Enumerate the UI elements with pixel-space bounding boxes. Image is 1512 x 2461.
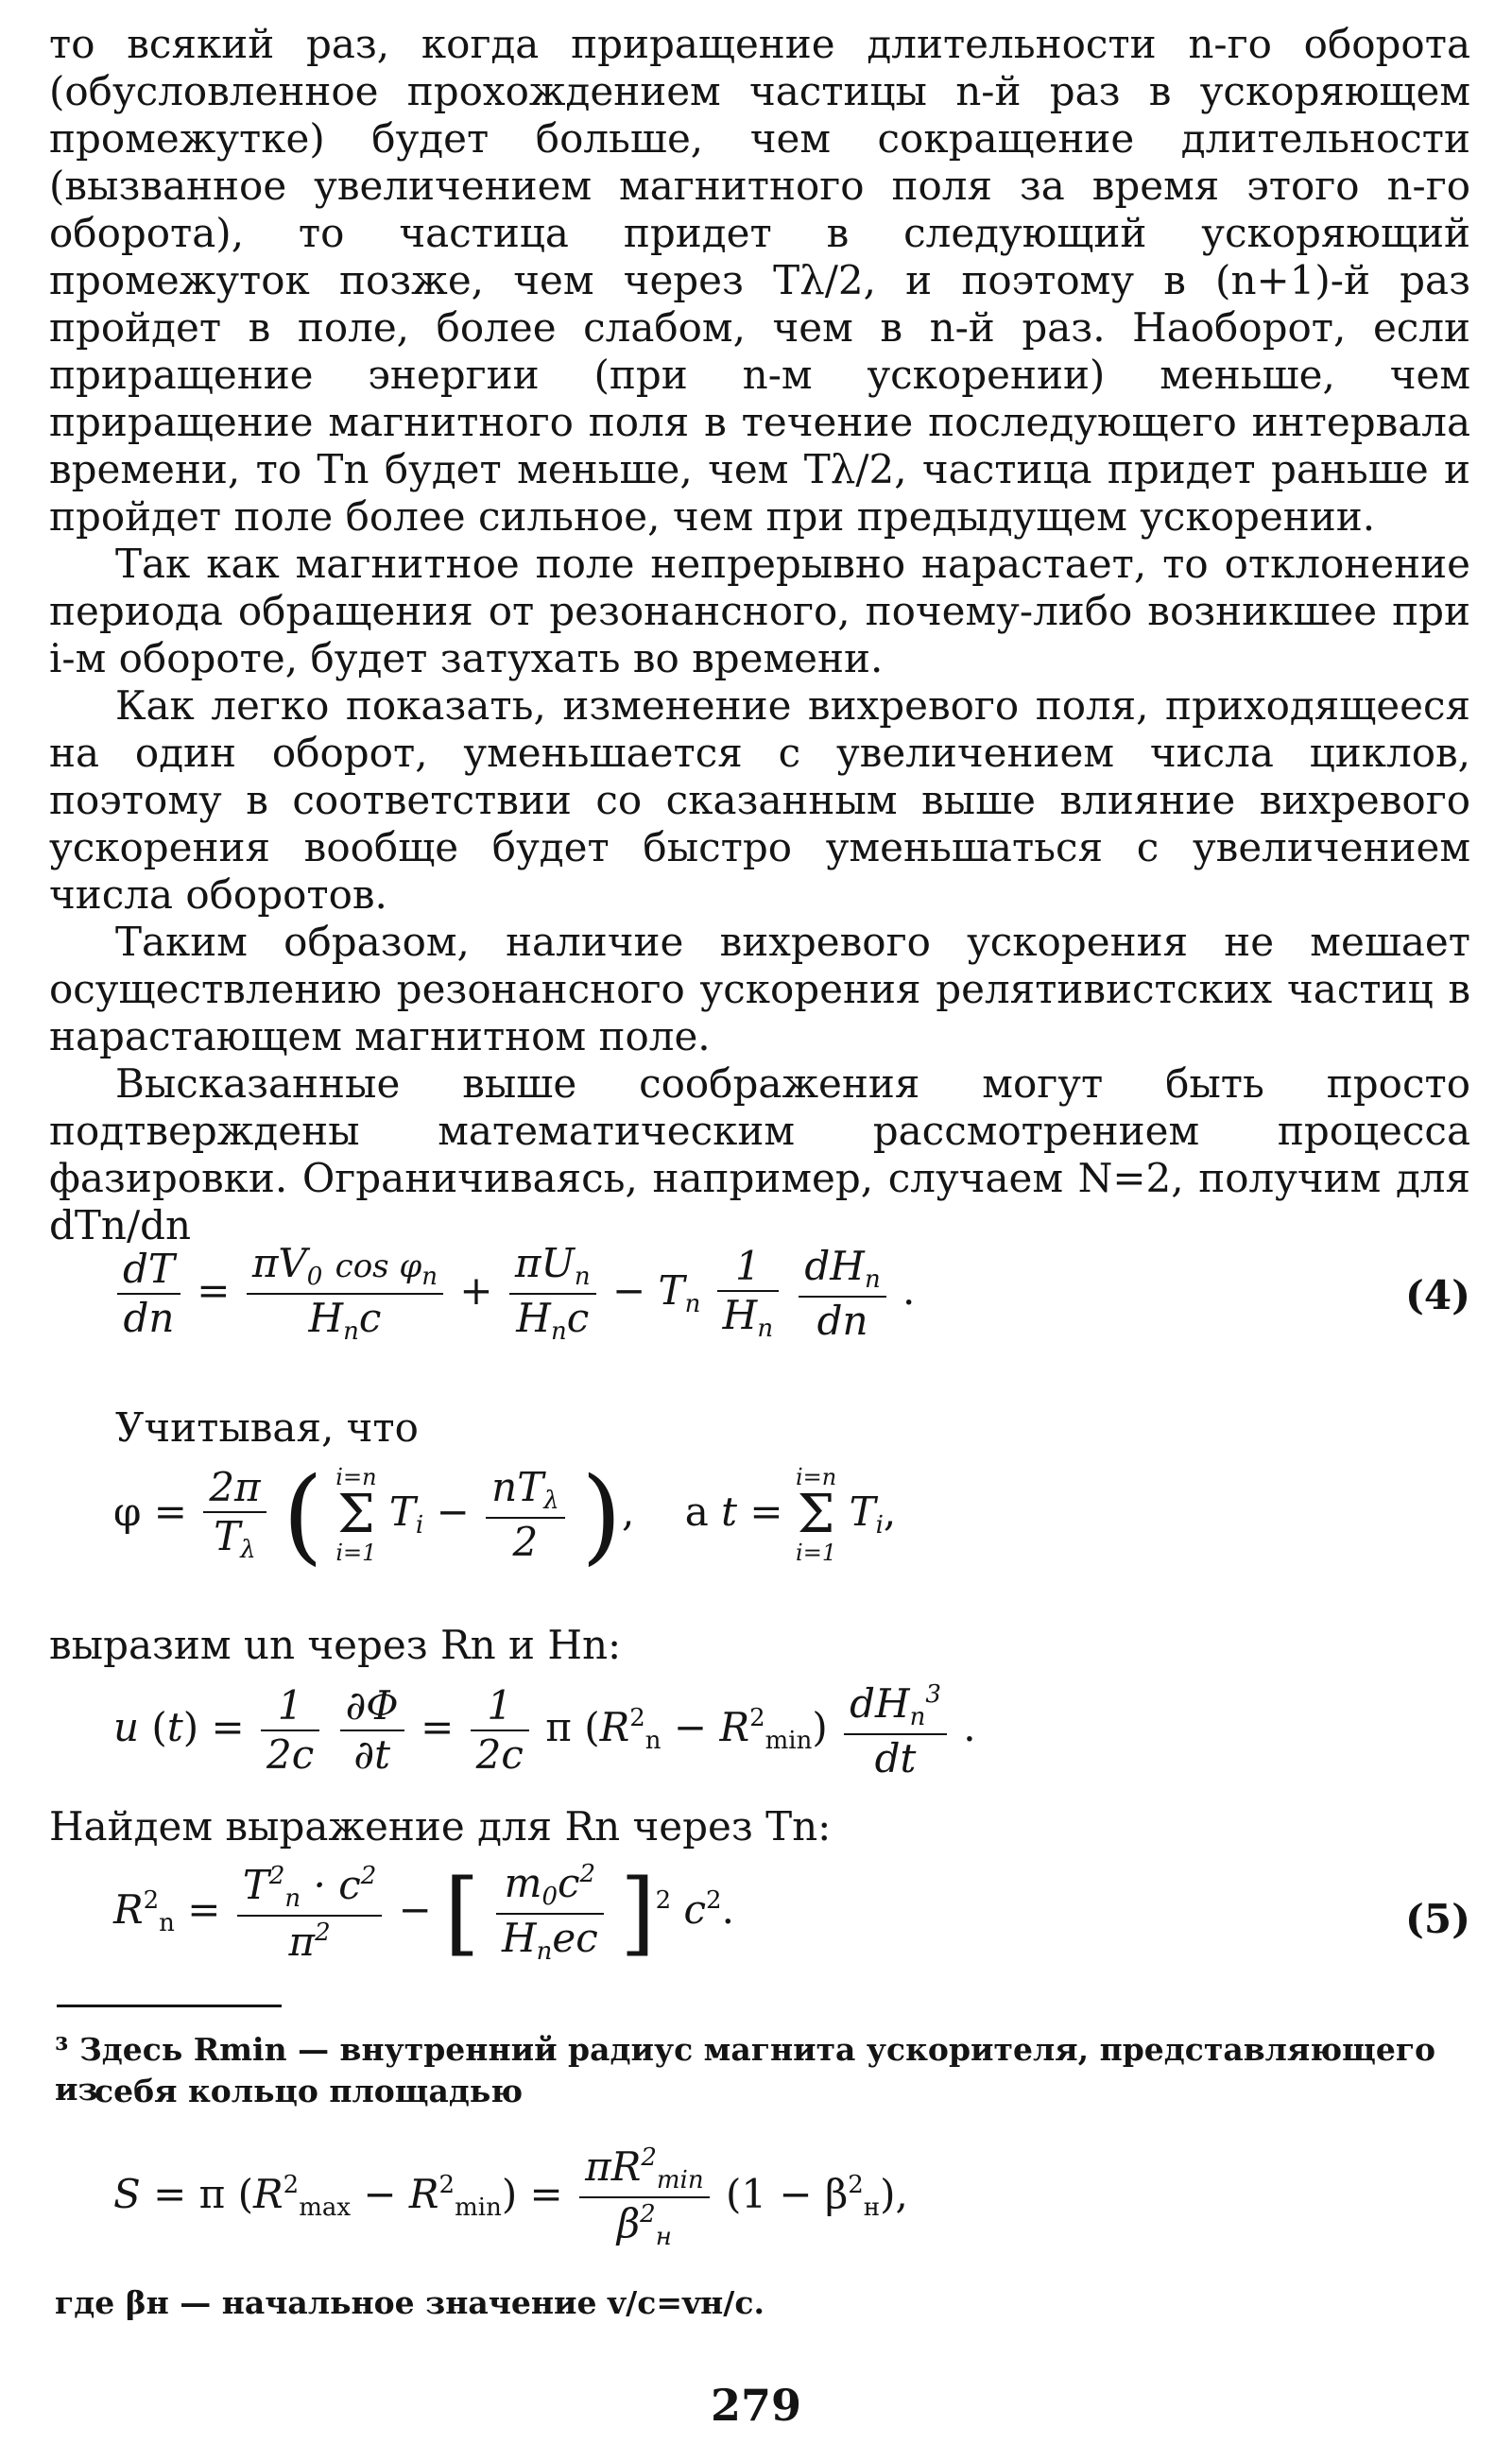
express-u-line xyxy=(49,1622,621,1669)
footnote-line-1: ³ Здесь Rmin — внутренний радиус магнита ускорителя, представляющего из xyxy=(55,2031,1436,2108)
footnote-rule xyxy=(57,2005,282,2007)
paragraph-1-text: то всякий раз, когда приращение длительности n-го оборота (обусловленное прохождением частицы n-й раз в ускоряющем промежутке) будет больше, чем сокращение длительности (вызванное увеличением магнитного поля за время этого n-го оборота), то частица придет в следующий ускоряющий промежуток позже, чем через Tλ/2, и поэтому в (n+1)-й раз пройдет в поле, более слабом, чем в n-й раз. Наоборот, если приращение энергии (при n-м ускорении) меньше, чем приращение магнитного поля в течение последующего интервала времени, то Tn будет меньше, чем Tλ/2, частица придет раньше и пройдет поле более сильное, чем при предыдущем ускорении. xyxy=(49,21,1470,540)
paragraph-1 xyxy=(49,21,1470,541)
u-equation: u (t) = $\frac{1}{2c}$ $\frac{\partial\Phi}{\partial t}$ = $\frac{1}{2c}$ π $(R^2_n - R^2_{min})$ $\frac{dH_n^3}{dt}$ . xyxy=(113,1680,976,1781)
phase-equation: φ = $\frac{2\pi}{T_\lambda}$ ( i=n Σ i=1 $T_i$ − $\frac{nT_\lambda}{2}$ ), а t = i=n Σ i=1 $T_i$, xyxy=(113,1454,897,1575)
equation-4: $\frac{dT}{dn}$ = $\frac{\pi V_0 \cos \varphi_n}{H_nc}$ + $\frac{\pi U_n}{H_nc}$ − $T_n$ $\frac{1}{H_n}$ $\frac{dH_n}{dn}$ . xyxy=(113,1244,915,1344)
page-number: 279 xyxy=(710,2380,802,2431)
equation-5: $R^2_n$ = $\frac{T^2_n \cdot c^2}{\pi^2}$ − [ $\frac{m_0c^2}{H_nec}$ ]$^2$ $c^2$. xyxy=(113,1860,734,1966)
paragraph-4-text: Таким образом, наличие вихревого ускорения не мешает осуществлению резонансного ускорения релятивистских частиц в нарастающем магнитном поле. xyxy=(49,919,1470,1059)
paragraph-5-text: Высказанные выше соображения могут быть просто подтверждены математическим рассмотрением процесса фазировки. Ограничиваясь, например, случаем N=2, получим для dTn/dn xyxy=(49,1060,1470,1248)
paragraph-3-text: Как легко показать, изменение вихревого поля, приходящееся на один оборот, уменьшается с увеличением числа циклов, поэтому в соответствии со сказанным выше влияние вихревого ускорения вообще будет быстро уменьшаться с увеличением числа оборотов. xyxy=(49,682,1470,918)
find-R-line xyxy=(49,1803,831,1850)
paragraph-2 xyxy=(49,541,1470,682)
paragraph-3 xyxy=(49,682,1470,919)
and-word: а xyxy=(684,1489,709,1535)
paragraph-2-text: Так как магнитное поле непрерывно нарастает, то отклонение периода обращения от резонансного, почему-либо возникшее при i-м обороте, будет затухать во времени. xyxy=(49,541,1470,681)
equation-5-number: (5) xyxy=(1405,1896,1470,1942)
considering-line xyxy=(115,1404,419,1452)
considering-text: Учитывая, что xyxy=(115,1404,419,1451)
area-equation: S = π $(R^2_{max} - R^2_{min})$ = $\frac{\pi R^2_{min}}{\beta^2_н}$ $(1 - \beta^2_н)$, xyxy=(113,2143,908,2251)
paragraph-4 xyxy=(49,919,1470,1060)
footnote-line-3: где βн — начальное значение v/c=vн/c. xyxy=(55,2284,765,2321)
find-R-text: Найдем выражение для Rn через Tn: xyxy=(49,1803,832,1850)
express-u-text: выразим un через Rn и Hn: xyxy=(49,1622,622,1668)
footnote-line-2: себя кольцо площадью xyxy=(94,2073,524,2109)
equation-4-number: (4) xyxy=(1405,1272,1470,1318)
paragraph-5 xyxy=(49,1060,1470,1249)
